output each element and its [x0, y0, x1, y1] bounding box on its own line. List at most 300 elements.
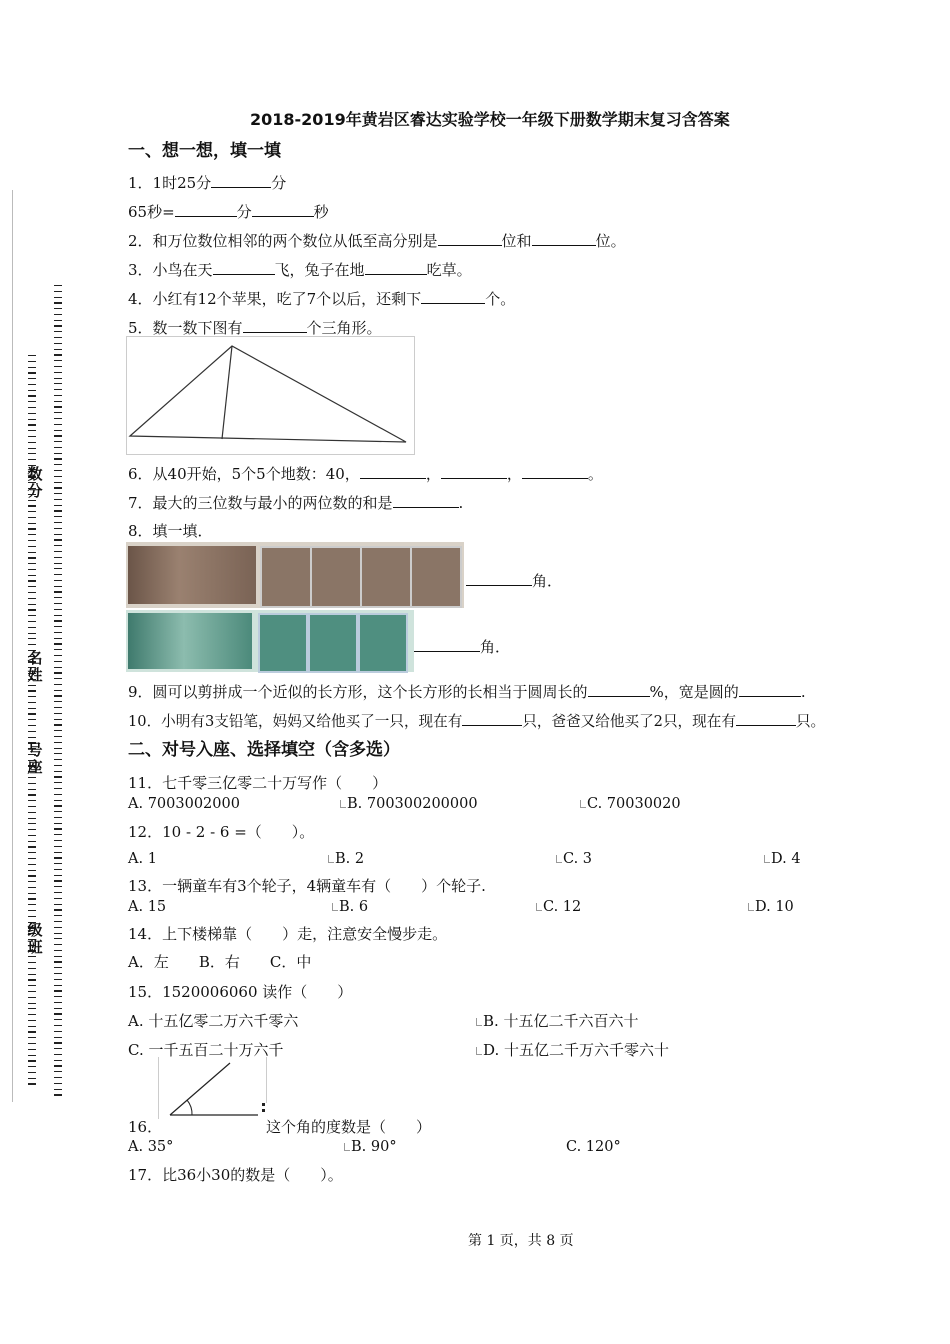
binding-dash	[28, 430, 36, 431]
binding-dash	[28, 875, 36, 876]
binding-dash	[54, 915, 62, 916]
binding-dash	[54, 771, 62, 772]
option-c[interactable]: C. 3	[556, 851, 592, 867]
section-heading-1: 一、想一想，填一填	[128, 141, 281, 161]
binding-dash	[54, 649, 62, 650]
binding-dash	[54, 297, 62, 298]
binding-dash	[28, 505, 36, 506]
binding-dash	[28, 690, 36, 691]
binding-dash	[28, 586, 36, 587]
option-c[interactable]: C. 12	[536, 899, 581, 915]
binding-dash	[54, 1065, 62, 1066]
binding-dash	[28, 812, 36, 813]
option-d[interactable]: D. 4	[764, 851, 801, 867]
question-14: 14．上下楼梯靠（ ）走，注意安全慢步走。	[128, 925, 448, 943]
option-b[interactable]: B. 90°	[344, 1139, 397, 1155]
option-a[interactable]: A. 7003002000	[128, 796, 240, 812]
binding-dash	[28, 436, 36, 437]
binding-dash	[28, 887, 36, 888]
binding-dash	[28, 962, 36, 963]
binding-dash	[54, 597, 62, 598]
question-11: 11．七千零三亿零二十万写作（ ）	[128, 774, 388, 792]
binding-dash	[28, 1020, 36, 1021]
binding-dash	[28, 979, 36, 980]
answer-blank[interactable]	[365, 260, 427, 275]
answer-blank[interactable]	[462, 711, 522, 726]
binding-dash	[28, 598, 36, 599]
binding-dash	[54, 331, 62, 332]
question-14-options[interactable]: A．左 B．右 C．中	[128, 953, 312, 971]
banknote-image	[310, 546, 362, 608]
binding-dash	[54, 453, 62, 454]
answer-blank[interactable]	[532, 231, 596, 246]
binding-dash	[54, 516, 62, 517]
binding-dash	[28, 725, 36, 726]
question-1: 1．1时25分 分	[128, 174, 287, 192]
binding-dash	[28, 540, 36, 541]
binding-dash	[54, 973, 62, 974]
binding-dash	[54, 551, 62, 552]
binding-dash	[28, 638, 36, 639]
binding-dash	[54, 586, 62, 587]
binding-dash	[54, 626, 62, 627]
binding-dash	[54, 1031, 62, 1032]
binding-dash	[28, 592, 36, 593]
binding-dash	[54, 325, 62, 326]
binding-dash	[28, 372, 36, 373]
binding-dash	[54, 314, 62, 315]
binding-dash	[54, 759, 62, 760]
section-heading-2: 二、对号入座、选择填空（含多选）	[128, 740, 400, 760]
binding-dash	[54, 695, 62, 696]
option-b[interactable]: B. 700300200000	[340, 796, 478, 812]
binding-dash	[28, 800, 36, 801]
binding-dash	[28, 615, 36, 616]
binding-dash	[28, 1037, 36, 1038]
binding-dash	[54, 545, 62, 546]
binding-dash	[54, 482, 62, 483]
binding-dash	[28, 557, 36, 558]
banknotes-row-1	[126, 542, 464, 608]
binding-dash	[54, 534, 62, 535]
binding-dash	[54, 1094, 62, 1095]
binding-dash	[28, 1014, 36, 1015]
binding-dash	[54, 505, 62, 506]
page-footer: 第 1 页，共 8 页	[468, 1233, 574, 1249]
binding-dash	[28, 852, 36, 853]
binding-dash	[28, 413, 36, 414]
binding-dash	[28, 395, 36, 396]
binding-dash	[54, 539, 62, 540]
binding-dash	[54, 742, 62, 743]
binding-dash	[54, 852, 62, 853]
binding-dash	[54, 944, 62, 945]
binding-dash	[28, 424, 36, 425]
binding-dash	[54, 603, 62, 604]
banknote-image	[410, 546, 462, 608]
option-b[interactable]: B. 6	[332, 899, 368, 915]
binding-dash	[28, 968, 36, 969]
option-c[interactable]: C. 120°	[566, 1139, 621, 1155]
binding-dash	[54, 389, 62, 390]
binding-dash	[28, 604, 36, 605]
binding-dash	[28, 528, 36, 529]
name-label: 名姓	[27, 649, 43, 684]
answer-blank[interactable]	[466, 571, 532, 586]
binding-dash	[28, 407, 36, 408]
binding-dash	[28, 719, 36, 720]
binding-dash	[54, 898, 62, 899]
binding-dash	[28, 390, 36, 391]
binding-dash	[54, 337, 62, 338]
binding-dash	[28, 974, 36, 975]
binding-dash	[54, 615, 62, 616]
binding-dash	[54, 291, 62, 292]
binding-dash	[54, 782, 62, 783]
binding-dash	[28, 546, 36, 547]
binding-dash	[54, 828, 62, 829]
class-label: 级班	[27, 921, 43, 956]
binding-dash	[54, 632, 62, 633]
question-15: 15．1520006060 读作（ ）	[128, 983, 353, 1001]
binding-dash	[28, 621, 36, 622]
binding-dash	[28, 823, 36, 824]
binding-dash	[54, 1019, 62, 1020]
banknote-image	[260, 546, 312, 608]
binding-dash	[54, 857, 62, 858]
binding-dash	[54, 464, 62, 465]
question-8-row-2: 角．	[414, 636, 510, 657]
binding-dash	[54, 701, 62, 702]
option-b[interactable]: B. 2	[328, 851, 364, 867]
binding-dash	[54, 788, 62, 789]
question-16: 16．	[128, 1118, 163, 1136]
binding-dash	[28, 448, 36, 449]
binding-dash	[54, 985, 62, 986]
binding-dash	[54, 1071, 62, 1072]
option-a[interactable]: A. 15	[128, 899, 167, 915]
binding-dash	[28, 702, 36, 703]
binding-dash	[54, 719, 62, 720]
binding-dash	[28, 835, 36, 836]
binding-dash	[28, 1078, 36, 1079]
binding-dash	[54, 638, 62, 639]
answer-blank[interactable]	[739, 682, 801, 697]
binding-dash	[54, 690, 62, 691]
binding-dash	[54, 574, 62, 575]
dash-column	[54, 285, 62, 1100]
binding-dash	[54, 875, 62, 876]
binding-dash	[54, 1042, 62, 1043]
binding-dash	[54, 661, 62, 662]
binding-dash	[54, 1077, 62, 1078]
binding-dash	[28, 367, 36, 368]
binding-dash	[28, 806, 36, 807]
question-4: 4．小红有12个苹果，吃了7个以后，还剩下 个。	[128, 290, 516, 308]
binding-dash	[28, 644, 36, 645]
binding-dash	[54, 435, 62, 436]
binding-dash	[28, 737, 36, 738]
binding-dash	[54, 343, 62, 344]
binding-dash	[54, 447, 62, 448]
binding-dash	[28, 1003, 36, 1004]
binding-dash	[54, 563, 62, 564]
question-10: 10．小明有3支铅笔，妈妈又给他买了一只，现在有 只，爸爸又给他买了2只，现在有 只。	[128, 713, 826, 730]
binding-dash	[54, 470, 62, 471]
binding-dash	[54, 724, 62, 725]
question-8: 8．填一填．	[128, 522, 213, 540]
binding-dash	[54, 591, 62, 592]
binding-dash	[54, 302, 62, 303]
binding-dash	[54, 378, 62, 379]
binding-dash	[28, 783, 36, 784]
binding-dash	[54, 424, 62, 425]
binding-dash	[28, 355, 36, 356]
question-7: 7．最大的三位数与最小的两位数的和是 .	[128, 494, 464, 512]
binding-dash	[28, 517, 36, 518]
binding-dash	[54, 430, 62, 431]
binding-dash	[28, 453, 36, 454]
binding-dash	[28, 991, 36, 992]
binding-dash	[54, 366, 62, 367]
binding-dash	[54, 510, 62, 511]
binding-dash	[54, 794, 62, 795]
binding-dash	[28, 1049, 36, 1050]
binding-dash	[28, 893, 36, 894]
binding-dash	[28, 401, 36, 402]
binding-dash	[54, 1025, 62, 1026]
answer-blank[interactable]	[736, 711, 796, 726]
binding-dash	[28, 1026, 36, 1027]
binding-dash	[28, 609, 36, 610]
binding-dash	[54, 487, 62, 488]
binding-dash	[54, 1037, 62, 1038]
binding-dash	[54, 609, 62, 610]
binding-dash	[28, 534, 36, 535]
binding-dash	[28, 956, 36, 957]
option-d[interactable]: D. 十五亿二千万六千零六十	[476, 1039, 669, 1060]
binding-dash	[54, 800, 62, 801]
binding-dash	[28, 841, 36, 842]
binding-dash	[54, 863, 62, 864]
page-title: 2018-2019年黄岩区睿达实验学校一年级下册数学期末复习含答案	[250, 110, 730, 129]
binding-dash	[28, 1031, 36, 1032]
binding-dash	[28, 864, 36, 865]
binding-dash	[54, 753, 62, 754]
binding-dash	[54, 476, 62, 477]
binding-dash	[28, 858, 36, 859]
binding-dash	[28, 870, 36, 871]
option-d[interactable]: D. 10	[748, 899, 794, 915]
binding-dash	[28, 1060, 36, 1061]
binding-dash	[54, 736, 62, 737]
answer-blank[interactable]	[175, 202, 237, 217]
banknote-image	[360, 546, 412, 608]
option-a[interactable]: A. 35°	[128, 1139, 174, 1155]
binding-dash	[54, 846, 62, 847]
answer-blank[interactable]	[522, 464, 588, 479]
binding-dash	[54, 996, 62, 997]
binding-dash	[28, 997, 36, 998]
answer-blank[interactable]	[393, 493, 459, 508]
option-b[interactable]: B. 十五亿二千六百六十	[476, 1010, 639, 1031]
binding-dash	[54, 886, 62, 887]
answer-blank[interactable]	[438, 231, 502, 246]
binding-dash	[28, 985, 36, 986]
binding-dash	[28, 1083, 36, 1084]
binding-dash	[54, 493, 62, 494]
binding-dash	[28, 1055, 36, 1056]
binding-dash	[28, 685, 36, 686]
answer-blank[interactable]	[243, 318, 307, 333]
banknote-image	[128, 546, 256, 604]
binding-dash	[54, 834, 62, 835]
question-16-stem: 这个角的度数是（ ）	[266, 1118, 432, 1136]
answer-blank[interactable]	[211, 173, 271, 188]
answer-blank[interactable]	[213, 260, 275, 275]
binding-dash	[28, 633, 36, 634]
answer-blank[interactable]	[414, 637, 480, 652]
binding-dash	[28, 575, 36, 576]
binding-dash	[28, 731, 36, 732]
binding-dash	[28, 696, 36, 697]
binding-dash	[54, 1002, 62, 1003]
binding-dash	[54, 748, 62, 749]
binding-dash	[28, 580, 36, 581]
binding-dash	[54, 921, 62, 922]
binding-dash	[54, 880, 62, 881]
binding-dash	[54, 730, 62, 731]
option-a[interactable]: A. 1	[128, 851, 157, 867]
binding-dash	[54, 441, 62, 442]
binding-dash	[28, 777, 36, 778]
binding-dash	[28, 563, 36, 564]
answer-blank[interactable]	[252, 202, 314, 217]
binding-dash	[54, 811, 62, 812]
binding-dash	[54, 823, 62, 824]
binding-dash	[54, 349, 62, 350]
binding-dash	[54, 869, 62, 870]
question-17: 17．比36小30的数是（ ）。	[128, 1166, 343, 1184]
binding-dash	[54, 522, 62, 523]
binding-dash	[28, 569, 36, 570]
binding-dash	[54, 528, 62, 529]
binding-dash	[28, 378, 36, 379]
binding-dash	[54, 927, 62, 928]
banknote-image	[258, 613, 308, 673]
banknote-image	[128, 613, 252, 669]
binding-dash	[28, 904, 36, 905]
binding-dash	[54, 557, 62, 558]
binding-dash	[54, 568, 62, 569]
binding-dash	[28, 1072, 36, 1073]
banknote-image	[308, 613, 358, 673]
binding-dash	[54, 401, 62, 402]
question-9: 9．圆可以剪拼成一个近似的长方形，这个长方形的长相当于圆周长的 %，宽是圆的 .	[128, 683, 806, 701]
binding-dash	[54, 360, 62, 361]
question-2: 2．和万位数位相邻的两个数位从低至高分别是 位和 位。	[128, 232, 626, 250]
binding-dash	[54, 1013, 62, 1014]
answer-blank[interactable]	[588, 682, 650, 697]
seat-label: 号座	[27, 741, 43, 776]
binding-dash	[28, 1066, 36, 1067]
binding-dash	[28, 459, 36, 460]
binding-dash	[54, 961, 62, 962]
binding-dash	[28, 789, 36, 790]
binding-dash	[28, 361, 36, 362]
binding-dash	[54, 406, 62, 407]
option-c[interactable]: C. 一千五百二十万六千	[128, 1041, 284, 1059]
binding-dash	[54, 412, 62, 413]
binding-line	[12, 190, 13, 1102]
binding-dash	[54, 620, 62, 621]
binding-dash	[54, 950, 62, 951]
question-13: 13．一辆童车有3个轮子，4辆童车有（ ）个轮子.	[128, 877, 486, 895]
binding-dash	[54, 933, 62, 934]
option-c[interactable]: C. 70030020	[580, 796, 681, 812]
question-8-row-1: 角．	[466, 570, 562, 591]
binding-dash	[28, 1008, 36, 1009]
binding-dash	[54, 458, 62, 459]
question-12: 12．10 - 2 - 6 =（ ）。	[128, 823, 315, 841]
binding-dash	[54, 765, 62, 766]
binding-dash	[54, 1083, 62, 1084]
question-3: 3．小鸟在天 飞，兔子在地 吃草。	[128, 261, 472, 279]
binding-dash	[54, 805, 62, 806]
binding-dash	[54, 1008, 62, 1009]
binding-dash	[28, 910, 36, 911]
binding-dash	[28, 708, 36, 709]
answer-blank[interactable]	[421, 289, 485, 304]
binding-dash	[54, 817, 62, 818]
binding-dash	[28, 829, 36, 830]
binding-dash	[28, 881, 36, 882]
binding-dash	[28, 846, 36, 847]
option-a[interactable]: A. 十五亿零二万六千零六	[128, 1012, 299, 1030]
score-label: 数分	[27, 465, 43, 500]
answer-blank[interactable]	[360, 464, 426, 479]
binding-dash	[54, 713, 62, 714]
angle-figure	[158, 1057, 270, 1119]
answer-blank[interactable]	[441, 464, 507, 479]
binding-dash	[54, 776, 62, 777]
binding-dash	[54, 1054, 62, 1055]
triangle-figure	[126, 336, 416, 456]
binding-dash	[54, 285, 62, 286]
binding-dash	[54, 354, 62, 355]
binding-dash	[28, 442, 36, 443]
binding-dash	[54, 383, 62, 384]
binding-dash	[28, 713, 36, 714]
binding-dash	[28, 384, 36, 385]
binding-dash	[54, 1048, 62, 1049]
binding-dash	[28, 818, 36, 819]
binding-dash	[54, 1060, 62, 1061]
binding-dash	[54, 707, 62, 708]
binding-dash	[54, 418, 62, 419]
binding-dash	[54, 372, 62, 373]
binding-dash	[54, 499, 62, 500]
binding-dash	[28, 916, 36, 917]
binding-dash	[54, 840, 62, 841]
binding-dash	[54, 967, 62, 968]
binding-dash	[28, 419, 36, 420]
binding-dash	[54, 672, 62, 673]
binding-dash	[54, 643, 62, 644]
binding-dash	[54, 678, 62, 679]
binding-dash	[54, 956, 62, 957]
binding-dash	[54, 684, 62, 685]
